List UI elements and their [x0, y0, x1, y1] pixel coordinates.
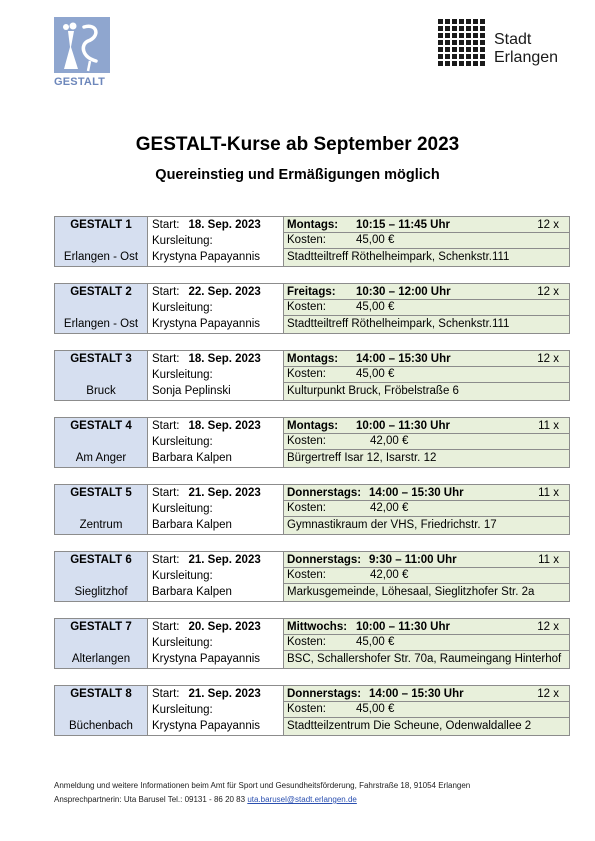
course-info-cell [148, 284, 284, 333]
city-line-2: Erlangen [494, 49, 559, 66]
start-date: 22. Sep. 2023 [188, 286, 261, 298]
course-info-cell [148, 217, 284, 266]
city-line-1: Stadt [494, 31, 532, 48]
course-time: 14:00 – 15:30 Uhr [369, 688, 464, 700]
page-subtitle: Quereinstieg und Ermäßigungen möglich [155, 167, 440, 183]
course-session-count: 12 x [537, 286, 559, 298]
course-location: Bruck [86, 385, 116, 397]
course-venue: BSC, Schallershofer Str. 70a, Raumeingang Hinterhof [287, 653, 562, 665]
kosten-label: Kosten: [287, 569, 326, 581]
course-name: GESTALT 7 [70, 621, 132, 633]
kursleitung-label: Kursleitung: [152, 570, 213, 582]
gestalt-logo [54, 17, 112, 91]
gestalt-logo-text: GESTALT [54, 76, 106, 88]
gestalt-logo-figure-icon [54, 17, 110, 73]
course-id-cell [55, 619, 148, 668]
course-teacher: Barbara Kalpen [152, 586, 232, 598]
course-day: Mittwochs: [287, 621, 348, 633]
course-time: 10:15 – 11:45 Uhr [356, 219, 450, 231]
course-id-cell [55, 552, 148, 601]
kosten-label: Kosten: [287, 636, 326, 648]
course-teacher: Krystyna Papayannis [152, 653, 261, 665]
kosten-label: Kosten: [287, 234, 326, 246]
course-venue: Stadtteiltreff Röthelheimpark, Schenkstr.111 [287, 251, 510, 263]
course-block [54, 350, 570, 401]
kursleitung-label: Kursleitung: [152, 369, 213, 381]
course-block [54, 216, 570, 267]
course-schedule-cell [284, 217, 569, 266]
course-info-cell [148, 418, 284, 467]
start-date: 21. Sep. 2023 [188, 688, 261, 700]
course-location: Alterlangen [71, 653, 131, 665]
course-info-cell [148, 686, 284, 735]
course-day: Montags: [287, 219, 339, 231]
course-schedule-cell [284, 686, 569, 735]
course-teacher: Krystyna Papayannis [152, 720, 261, 732]
course-location: Erlangen - Ost [63, 251, 139, 263]
course-cost: 42,00 € [370, 502, 409, 514]
course-id-cell [55, 351, 148, 400]
course-cost: 42,00 € [370, 435, 409, 447]
course-schedule-cell [284, 619, 569, 668]
course-id-cell [55, 217, 148, 266]
course-teacher: Krystyna Papayannis [152, 251, 261, 263]
course-teacher: Barbara Kalpen [152, 452, 232, 464]
course-name: GESTALT 5 [70, 487, 132, 499]
email-link[interactable]: uta.barusel@stadt.erlangen.de [247, 795, 357, 804]
course-info-cell [148, 485, 284, 534]
course-schedule-cell [284, 552, 569, 601]
course-location: Erlangen - Ost [63, 318, 139, 330]
course-location: Am Anger [75, 452, 127, 464]
course-time: 10:30 – 12:00 Uhr [356, 286, 451, 298]
course-block [54, 484, 570, 535]
kursleitung-label: Kursleitung: [152, 436, 213, 448]
course-session-count: 12 x [537, 621, 559, 633]
course-location: Zentrum [79, 519, 123, 531]
course-day: Montags: [287, 420, 339, 432]
start-label: Start: [152, 688, 180, 700]
course-session-count: 11 x [538, 554, 559, 566]
course-day: Donnerstags: [287, 487, 362, 499]
course-name: GESTALT 2 [70, 286, 132, 298]
course-time: 10:00 – 11:30 Uhr [356, 621, 450, 633]
start-label: Start: [152, 554, 180, 566]
course-block [54, 551, 570, 602]
course-venue: Bürgertreff Isar 12, Isarstr. 12 [287, 452, 437, 464]
kosten-label: Kosten: [287, 502, 326, 514]
kursleitung-label: Kursleitung: [152, 302, 213, 314]
kursleitung-label: Kursleitung: [152, 503, 213, 515]
page-title: GESTALT-Kurse ab September 2023 [135, 134, 460, 155]
course-time: 14:00 – 15:30 Uhr [369, 487, 464, 499]
course-block [54, 685, 570, 736]
course-time: 10:00 – 11:30 Uhr [356, 420, 450, 432]
course-id-cell [55, 686, 148, 735]
course-venue: Stadtteiltreff Röthelheimpark, Schenkstr.111 [287, 318, 510, 330]
start-date: 18. Sep. 2023 [188, 353, 261, 365]
course-time: 9:30 – 11:00 Uhr [369, 554, 457, 566]
course-schedule-cell [284, 284, 569, 333]
course-name: GESTALT 4 [70, 420, 132, 432]
kursleitung-label: Kursleitung: [152, 704, 213, 716]
start-date: 20. Sep. 2023 [188, 621, 261, 633]
course-schedule-cell [284, 418, 569, 467]
course-venue: Kulturpunkt Bruck, Fröbelstraße 6 [287, 385, 459, 397]
course-cost: 45,00 € [356, 368, 395, 380]
start-label: Start: [152, 353, 180, 365]
course-day: Donnerstags: [287, 688, 362, 700]
start-date: 18. Sep. 2023 [188, 420, 261, 432]
footer-line-2 [54, 793, 470, 807]
course-cost: 42,00 € [370, 569, 409, 581]
course-info-cell [148, 619, 284, 668]
course-cost: 45,00 € [356, 636, 395, 648]
course-venue: Stadtteilzentrum Die Scheune, Odenwaldallee 2 [287, 720, 532, 732]
course-day: Donnerstags: [287, 554, 362, 566]
course-venue: Gymnastikraum der VHS, Friedrichstr. 17 [287, 519, 497, 531]
course-location: Sieglitzhof [74, 586, 128, 598]
course-cost: 45,00 € [356, 234, 395, 246]
stadt-erlangen-logo [438, 17, 573, 67]
footer-line-1: Anmeldung und weitere Informationen beim Amt für Sport und Gesundheitsförderung, Fahrstraße 18, 91054 Erlangen [54, 781, 471, 790]
start-label: Start: [152, 487, 180, 499]
kosten-label: Kosten: [287, 368, 326, 380]
course-teacher: Barbara Kalpen [152, 519, 232, 531]
stadt-erlangen-logo-text [494, 31, 558, 67]
course-location: Büchenbach [69, 720, 133, 732]
course-name: GESTALT 6 [70, 554, 132, 566]
start-date: 21. Sep. 2023 [188, 487, 261, 499]
course-cost: 45,00 € [356, 703, 395, 715]
course-name: GESTALT 1 [70, 219, 132, 231]
kursleitung-label: Kursleitung: [152, 637, 213, 649]
course-day: Freitags: [287, 286, 336, 298]
course-venue: Markusgemeinde, Löhesaal, Sieglitzhofer Str. 2a [287, 586, 535, 598]
course-session-count: 12 x [537, 688, 559, 700]
kosten-label: Kosten: [287, 435, 326, 447]
course-name: GESTALT 3 [70, 353, 132, 365]
start-label: Start: [152, 621, 180, 633]
course-name: GESTALT 8 [70, 688, 132, 700]
kursleitung-label: Kursleitung: [152, 235, 213, 247]
start-label: Start: [152, 420, 180, 432]
course-teacher: Krystyna Papayannis [152, 318, 261, 330]
course-block [54, 417, 570, 468]
kosten-label: Kosten: [287, 703, 326, 715]
course-schedule-cell [284, 351, 569, 400]
footer [54, 779, 470, 807]
course-day: Montags: [287, 353, 339, 365]
course-teacher: Sonja Peplinski [152, 385, 231, 397]
start-label: Start: [152, 286, 180, 298]
course-session-count: 11 x [538, 420, 559, 432]
kosten-label: Kosten: [287, 301, 326, 313]
course-session-count: 11 x [538, 487, 559, 499]
course-schedule-cell [284, 485, 569, 534]
course-time: 14:00 – 15:30 Uhr [356, 353, 451, 365]
footer-contact: Ansprechpartnerin: Uta Barusel Tel.: 09131 - 86 20 83 [54, 795, 248, 804]
course-block [54, 283, 570, 334]
course-cost: 45,00 € [356, 301, 395, 313]
course-id-cell [55, 418, 148, 467]
course-block [54, 618, 570, 669]
course-session-count: 12 x [537, 219, 559, 231]
course-session-count: 12 x [537, 353, 559, 365]
course-id-cell [55, 284, 148, 333]
start-label: Start: [152, 219, 180, 231]
start-date: 21. Sep. 2023 [188, 554, 261, 566]
course-info-cell [148, 552, 284, 601]
start-date: 18. Sep. 2023 [188, 219, 261, 231]
course-id-cell [55, 485, 148, 534]
stadt-erlangen-grid-icon [438, 19, 486, 67]
course-info-cell [148, 351, 284, 400]
